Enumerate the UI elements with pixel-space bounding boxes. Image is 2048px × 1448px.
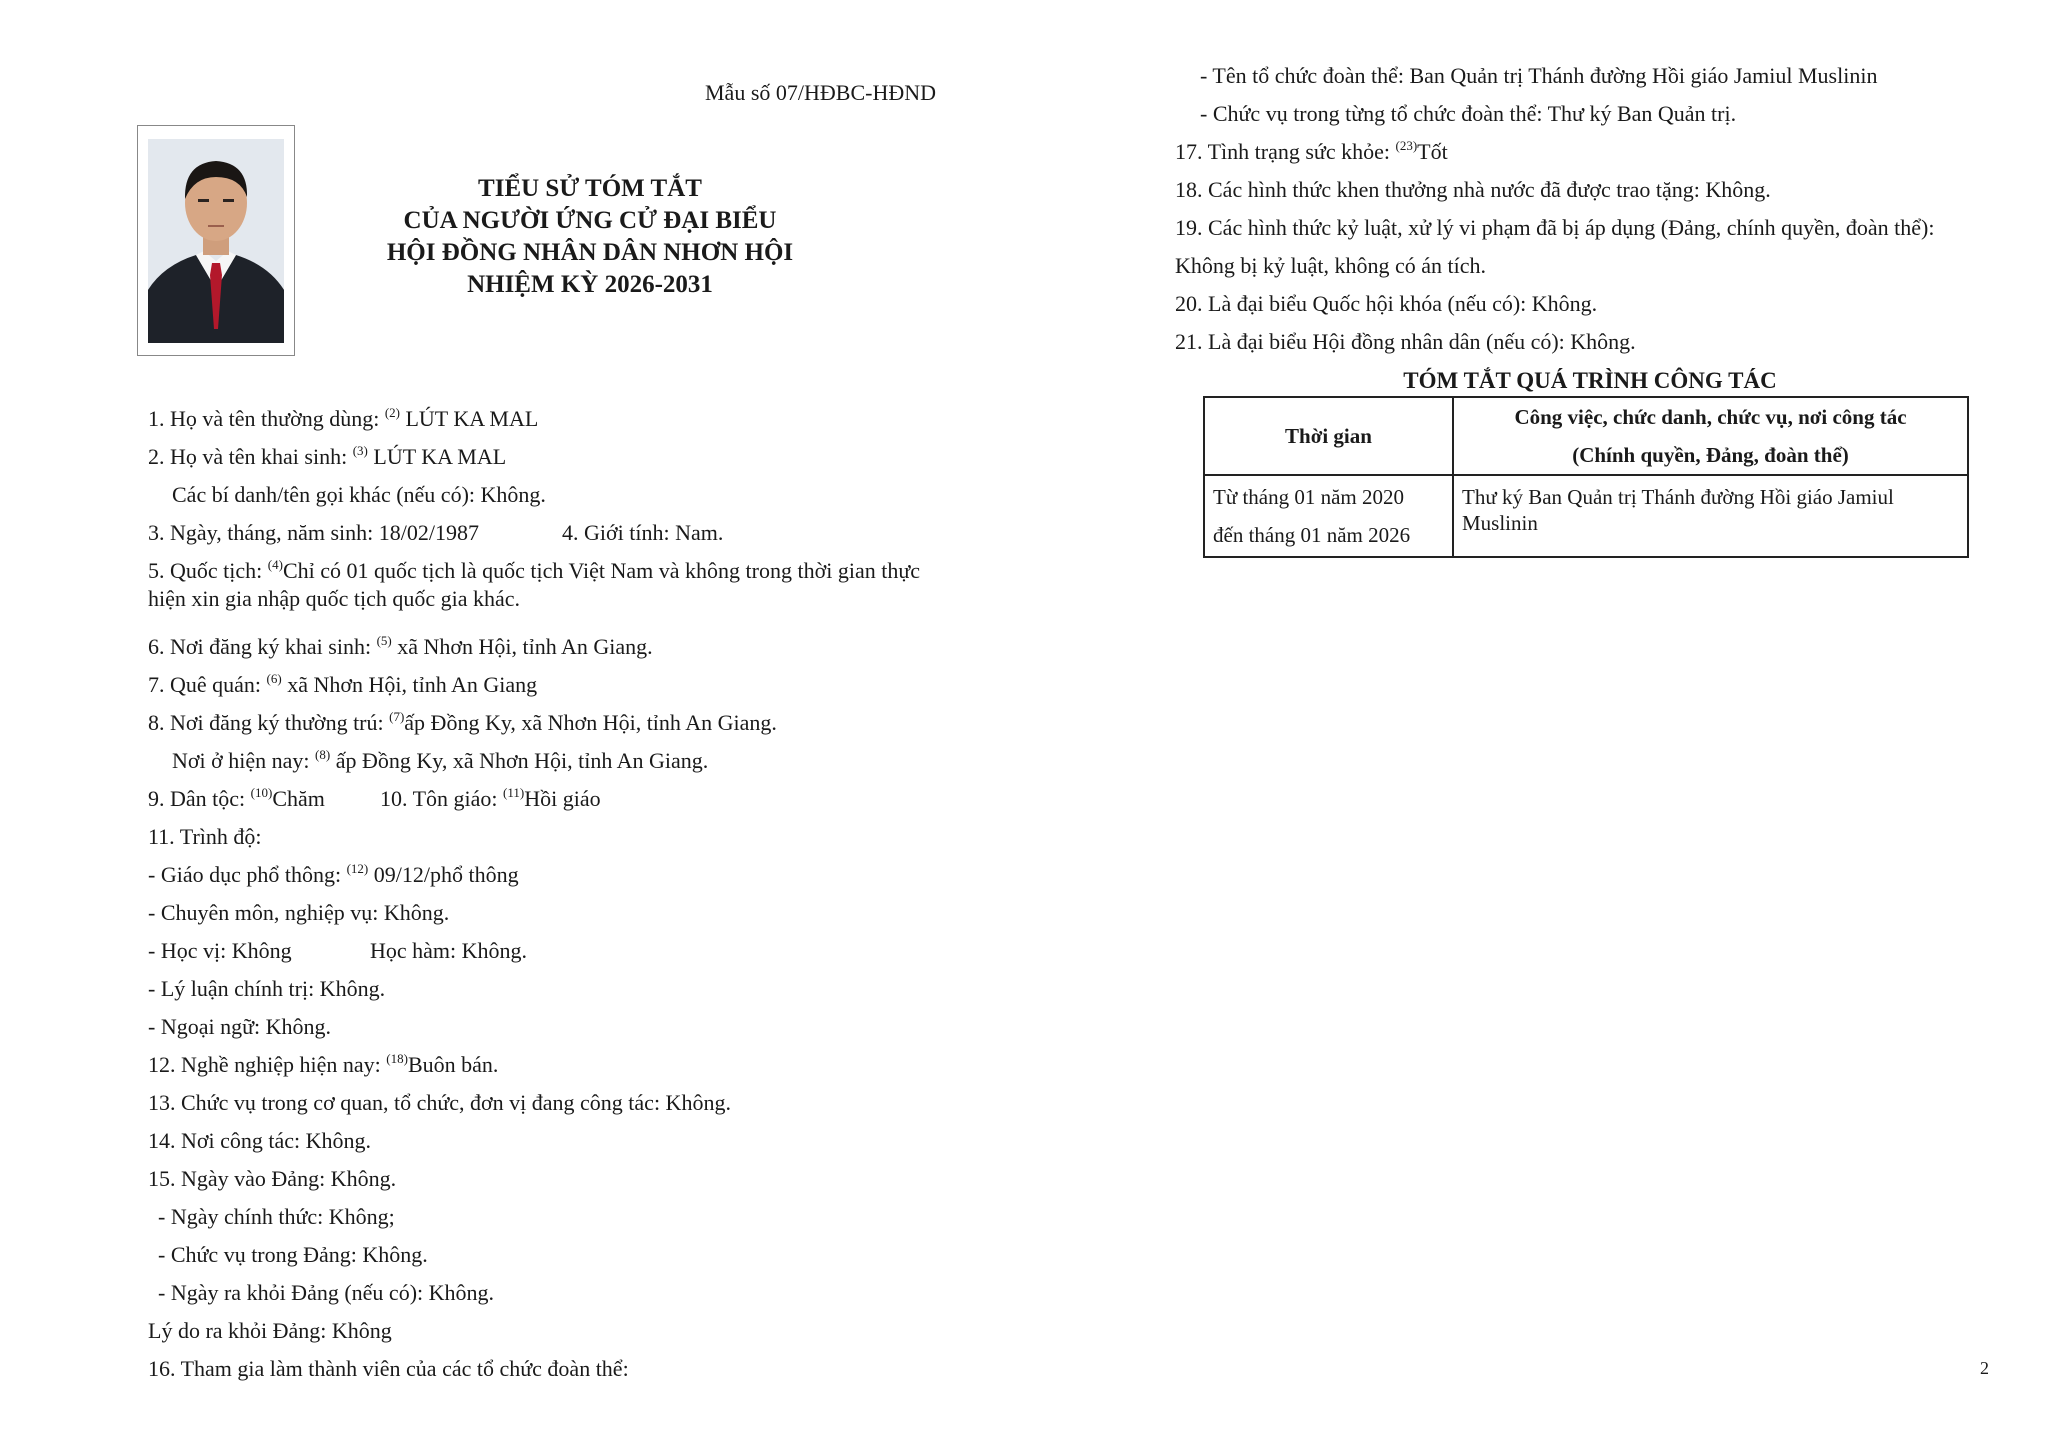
field-organization-role: - Chức vụ trong từng tổ chức đoàn thể: Thư ký Ban Quản trị.: [1200, 101, 1737, 126]
field-specialization: - Chuyên môn, nghiệp vụ: Không.: [148, 900, 450, 925]
field-political-theory: - Lý luận chính trị: Không.: [148, 976, 386, 1001]
field-nationality: 5. Quốc tịch: $^{(4)}$Chỉ có 01 quốc tịch là quốc tịch Việt Nam và không trong thời gian thực hiện xin gia nhập quốc tịch quốc gia khác.: [148, 557, 921, 611]
field-workplace: 14. Nơi công tác: Không.: [148, 1128, 372, 1153]
field-birth-registration: 6. Nơi đăng ký khai sinh: $^{(5)}$ xã Nhơn Hội, tỉnh An Giang.: [148, 633, 653, 659]
field-party-leave-date: - Ngày ra khỏi Đảng (nếu có): Không.: [158, 1280, 495, 1305]
cell-time: Từ tháng 01 năm 2020 đến tháng 01 năm 2026: [1204, 475, 1453, 557]
field-permanent-residence: 8. Nơi đăng ký thường trú: $^{(7)}$ấp Đồng Ky, xã Nhơn Hội, tỉnh An Giang.: [148, 709, 777, 735]
title-line: CỦA NGƯỜI ỨNG CỬ ĐẠI BIỂU: [403, 207, 777, 234]
table-header-row: [1204, 397, 1968, 475]
field-common-name: 1. Họ và tên thường dùng: $^{(2)}$ LÚT KA MAL: [148, 405, 539, 431]
field-awards: 18. Các hình thức khen thưởng nhà nước đã được trao tặng: Không.: [1175, 177, 1771, 202]
field-national-assembly: 20. Là đại biểu Quốc hội khóa (nếu có): Không.: [1175, 291, 1598, 316]
field-organization-name: - Tên tổ chức đoàn thể: Ban Quản trị Thánh đường Hồi giáo Jamiul Muslinin: [1200, 63, 1878, 88]
field-discipline-detail: Không bị kỷ luật, không có án tích.: [1175, 253, 1487, 278]
field-birth-date: 3. Ngày, tháng, năm sinh: 18/02/1987: [148, 520, 479, 545]
field-hometown: 7. Quê quán: $^{(6)}$ xã Nhơn Hội, tỉnh An Giang: [148, 671, 538, 697]
page-number: 2: [1980, 1358, 1989, 1378]
field-ethnicity: 9. Dân tộc: $^{(10)}$Chăm: [148, 785, 325, 811]
table-row: [1204, 475, 1968, 557]
title-line: NHIỆM KỲ 2026-2031: [467, 271, 713, 298]
field-general-education: - Giáo dục phổ thông: $^{(12)}$ 09/12/phổ thông: [148, 861, 519, 887]
title-line: TIỂU SỬ TÓM TẮT: [478, 175, 702, 202]
field-party-position: - Chức vụ trong Đảng: Không.: [158, 1242, 428, 1267]
portrait-photo-frame: [137, 125, 295, 356]
field-foreign-language: - Ngoại ngữ: Không.: [148, 1014, 332, 1039]
field-education-heading: 11. Trình độ:: [148, 824, 262, 849]
field-birth-name: 2. Họ và tên khai sinh: $^{(3)}$ LÚT KA MAL: [148, 443, 507, 469]
field-party-leave-reason: Lý do ra khỏi Đảng: Không: [148, 1318, 392, 1343]
title-line: HỘI ĐỒNG NHÂN DÂN NHƠN HỘI: [386, 239, 794, 266]
field-party-official-date: - Ngày chính thức: Không;: [158, 1204, 395, 1229]
cell-work: Thư ký Ban Quản trị Thánh đường Hồi giáo Jamiul Muslinin: [1453, 475, 1968, 557]
column-header-work: Công việc, chức danh, chức vụ, nơi công tác (Chính quyền, Đảng, đoàn thể): [1453, 397, 1968, 475]
field-aliases: Các bí danh/tên gọi khác (nếu có): Không.: [172, 482, 546, 507]
field-peoples-council: 21. Là đại biểu Hội đồng nhân dân (nếu có): Không.: [1175, 329, 1636, 354]
work-history-title: TÓM TẮT QUÁ TRÌNH CÔNG TÁC: [1403, 368, 1777, 393]
field-organizations: 16. Tham gia làm thành viên của các tổ chức đoàn thể:: [148, 1356, 629, 1381]
field-discipline: 19. Các hình thức kỷ luật, xử lý vi phạm đã bị áp dụng (Đảng, chính quyền, đoàn thể):: [1175, 215, 1935, 240]
portrait-photo: [148, 139, 284, 343]
field-degree: - Học vị: Không: [148, 938, 292, 963]
field-party-join-date: 15. Ngày vào Đảng: Không.: [148, 1166, 397, 1191]
field-religion: 10. Tôn giáo: $^{(11)}$Hồi giáo: [380, 785, 601, 811]
work-history-table: [1203, 396, 1969, 558]
field-current-residence: Nơi ở hiện nay: $^{(8)}$ ấp Đồng Ky, xã Nhơn Hội, tỉnh An Giang.: [172, 747, 709, 773]
form-code: Mẫu số 07/HĐBC-HĐND: [705, 80, 936, 105]
field-health: 17. Tình trạng sức khỏe: $^{(23)}$Tốt: [1175, 138, 1448, 164]
field-academic-title: Học hàm: Không.: [370, 938, 528, 963]
field-occupation: 12. Nghề nghiệp hiện nay: $^{(18)}$Buôn bán.: [148, 1051, 499, 1077]
column-header-time: Thời gian: [1204, 397, 1453, 475]
field-gender: 4. Giới tính: Nam.: [562, 520, 724, 545]
field-position: 13. Chức vụ trong cơ quan, tổ chức, đơn vị đang công tác: Không.: [148, 1090, 731, 1115]
document-title: [340, 173, 840, 301]
